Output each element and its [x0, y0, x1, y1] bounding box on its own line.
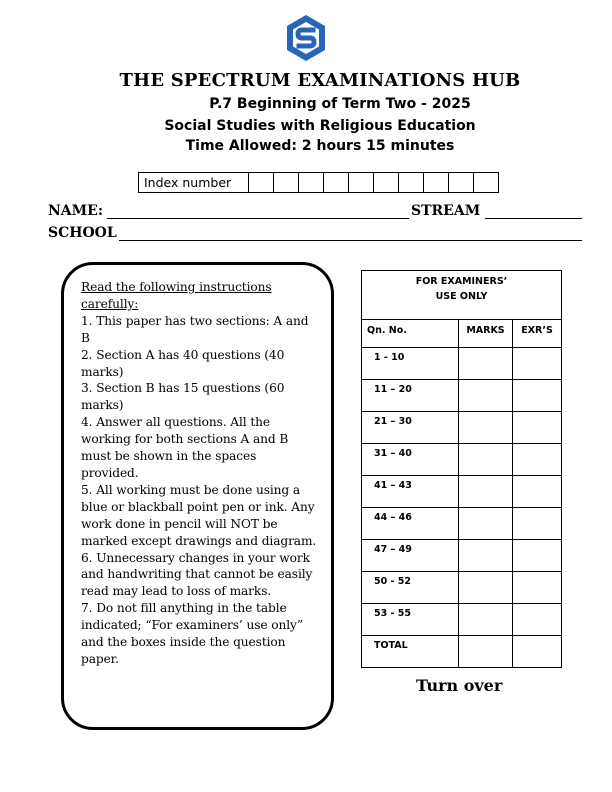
marks-cell — [459, 412, 513, 444]
examiners-title-line1: FOR EXAMINERS’ — [415, 276, 508, 287]
row-label: 50 - 52 — [362, 572, 459, 604]
examiners-title-line2: USE ONLY — [435, 291, 488, 302]
class-term-line: P.7 Beginning of Term Two - 2025 — [209, 96, 471, 112]
marks-cell — [459, 380, 513, 412]
exr-cell — [513, 572, 562, 604]
instructions — [81, 279, 317, 668]
instruction-item: 2. Section A has 40 questions (40 marks) — [81, 347, 285, 379]
marks-cell — [459, 476, 513, 508]
index-box[interactable] — [274, 173, 299, 193]
row-label: 31 – 40 — [362, 444, 459, 476]
index-box[interactable] — [399, 173, 424, 193]
examiners-table — [361, 270, 562, 668]
time-allowed-line: Time Allowed: 2 hours 15 minutes — [185, 138, 455, 154]
school-field[interactable] — [119, 240, 582, 241]
row-label: 11 – 20 — [362, 380, 459, 412]
exr-cell — [513, 476, 562, 508]
index-box[interactable] — [449, 173, 474, 193]
exr-cell — [513, 412, 562, 444]
column-header-marks: MARKS — [459, 320, 513, 348]
stream-field[interactable] — [485, 218, 582, 219]
column-header-qn: Qn. No. — [362, 320, 459, 348]
marks-cell — [459, 508, 513, 540]
index-box[interactable] — [424, 173, 449, 193]
index-box[interactable] — [299, 173, 324, 193]
instruction-item: 1. This paper has two sections: A and B — [81, 313, 309, 345]
row-label: 21 – 30 — [362, 412, 459, 444]
exr-cell — [513, 604, 562, 636]
instruction-item: 4. Answer all questions. All the working for both sections A and B must be shown in the spaces provided. — [81, 415, 289, 480]
marks-cell — [459, 636, 513, 668]
stream-label: STREAM — [411, 203, 481, 219]
marks-cell — [459, 444, 513, 476]
instruction-item: 5. All working must be done using a blue or blackball point pen or ink. Any work done in pencil will NOT be marked except drawings and diagram. — [81, 482, 317, 548]
marks-cell — [459, 348, 513, 380]
marks-cell — [459, 572, 513, 604]
name-label: NAME: — [48, 203, 103, 219]
exr-cell — [513, 636, 562, 668]
index-number-label: Index number — [139, 173, 249, 193]
index-box[interactable] — [474, 173, 499, 193]
instruction-item: 6. Unnecessary changes in your work and handwriting that cannot be easily read may lead to loss of marks. — [81, 550, 313, 599]
subject-line: Social Studies with Religious Education — [164, 118, 476, 134]
index-number-table — [138, 172, 499, 193]
index-box[interactable] — [249, 173, 274, 193]
instructions-heading: Read the following instructions carefully: — [81, 280, 272, 311]
exr-cell — [513, 540, 562, 572]
logo-icon — [284, 13, 328, 63]
page-title: THE SPECTRUM EXAMINATIONS HUB — [119, 70, 521, 91]
marks-cell — [459, 540, 513, 572]
index-box[interactable] — [349, 173, 374, 193]
index-box[interactable] — [374, 173, 399, 193]
row-label: 41 – 43 — [362, 476, 459, 508]
column-header-exrs: EXR’S — [513, 320, 562, 348]
examiners-table-title — [362, 271, 562, 320]
exr-cell — [513, 508, 562, 540]
row-label: 47 – 49 — [362, 540, 459, 572]
instruction-item: 7. Do not fill anything in the table indicated; “For examiners’ use only” and the boxes inside the question paper. — [81, 601, 303, 666]
marks-cell — [459, 604, 513, 636]
school-label: SCHOOL — [48, 225, 117, 241]
row-label: 1 - 10 — [362, 348, 459, 380]
name-field[interactable] — [107, 218, 409, 219]
exr-cell — [513, 444, 562, 476]
turn-over-label: Turn over — [416, 676, 503, 695]
exr-cell — [513, 348, 562, 380]
row-label: 44 – 46 — [362, 508, 459, 540]
instruction-item: 3. Section B has 15 questions (60 marks) — [81, 381, 285, 413]
index-box[interactable] — [324, 173, 349, 193]
row-label-total: TOTAL — [362, 636, 459, 668]
row-label: 53 - 55 — [362, 604, 459, 636]
exr-cell — [513, 380, 562, 412]
